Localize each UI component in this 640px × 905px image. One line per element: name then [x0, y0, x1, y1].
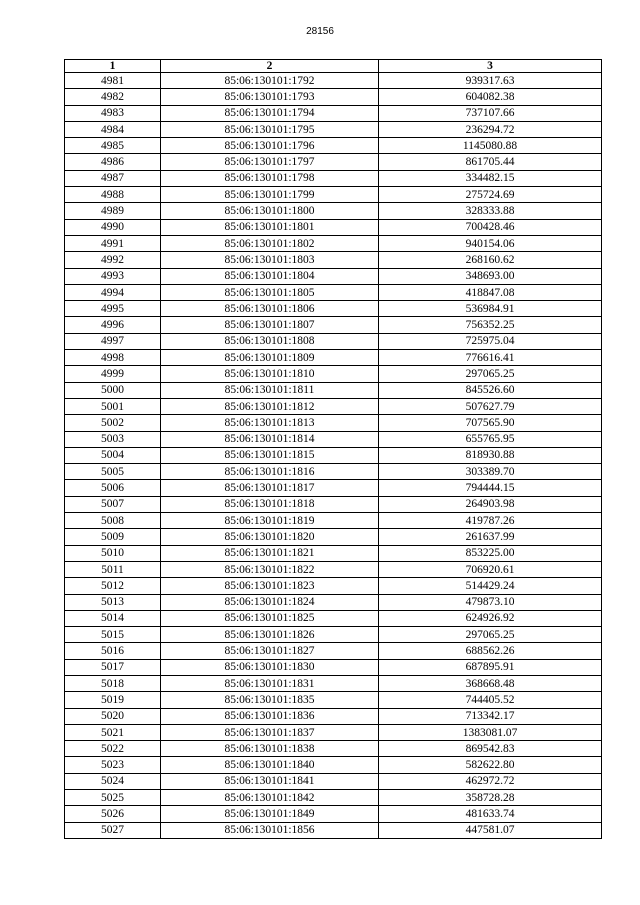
row-number-cell: 5023	[65, 757, 161, 773]
table-row	[65, 252, 602, 268]
row-number-cell: 4982	[65, 89, 161, 105]
table-row	[65, 529, 602, 545]
row-number-cell: 5003	[65, 431, 161, 447]
table-row	[65, 822, 602, 838]
table-row	[65, 675, 602, 691]
table-row	[65, 154, 602, 170]
row-number-cell: 5000	[65, 382, 161, 398]
cadastral-number-cell: 85:06:130101:1823	[161, 578, 379, 594]
cadastral-number-cell: 85:06:130101:1811	[161, 382, 379, 398]
row-number-cell: 5007	[65, 496, 161, 512]
value-cell: 939317.63	[379, 73, 602, 89]
cadastral-number-cell: 85:06:130101:1831	[161, 675, 379, 691]
value-cell: 328333.88	[379, 203, 602, 219]
cadastral-number-cell: 85:06:130101:1810	[161, 366, 379, 382]
table-row	[65, 284, 602, 300]
value-cell: 687895.91	[379, 659, 602, 675]
cadastral-number-cell: 85:06:130101:1798	[161, 170, 379, 186]
value-cell: 707565.90	[379, 415, 602, 431]
value-cell: 264903.98	[379, 496, 602, 512]
cadastral-number-cell: 85:06:130101:1835	[161, 692, 379, 708]
value-cell: 706920.61	[379, 561, 602, 577]
value-cell: 447581.07	[379, 822, 602, 838]
value-cell: 368668.48	[379, 675, 602, 691]
cadastral-number-cell: 85:06:130101:1824	[161, 594, 379, 610]
table-row	[65, 73, 602, 89]
cadastral-number-cell: 85:06:130101:1841	[161, 773, 379, 789]
table-row	[65, 382, 602, 398]
row-number-cell: 4994	[65, 284, 161, 300]
table-row	[65, 708, 602, 724]
table-row	[65, 105, 602, 121]
cadastral-number-cell: 85:06:130101:1812	[161, 398, 379, 414]
value-cell: 462972.72	[379, 773, 602, 789]
row-number-cell: 4998	[65, 350, 161, 366]
row-number-cell: 4983	[65, 105, 161, 121]
table-row	[65, 659, 602, 675]
table-row	[65, 235, 602, 251]
cadastral-number-cell: 85:06:130101:1808	[161, 333, 379, 349]
cadastral-number-cell: 85:06:130101:1802	[161, 235, 379, 251]
table-row	[65, 757, 602, 773]
cadastral-number-cell: 85:06:130101:1801	[161, 219, 379, 235]
cadastral-number-cell: 85:06:130101:1800	[161, 203, 379, 219]
table-row	[65, 790, 602, 806]
table-row	[65, 513, 602, 529]
table-row	[65, 415, 602, 431]
cadastral-number-cell: 85:06:130101:1825	[161, 610, 379, 626]
value-cell: 604082.38	[379, 89, 602, 105]
table-row	[65, 203, 602, 219]
cadastral-number-cell: 85:06:130101:1818	[161, 496, 379, 512]
cadastral-number-cell: 85:06:130101:1822	[161, 561, 379, 577]
row-number-cell: 4981	[65, 73, 161, 89]
cadastral-number-cell: 85:06:130101:1806	[161, 301, 379, 317]
value-cell: 418847.08	[379, 284, 602, 300]
table-row	[65, 301, 602, 317]
row-number-cell: 4993	[65, 268, 161, 284]
cadastral-number-cell: 85:06:130101:1821	[161, 545, 379, 561]
value-cell: 869542.83	[379, 741, 602, 757]
row-number-cell: 4990	[65, 219, 161, 235]
value-cell: 725975.04	[379, 333, 602, 349]
table-row	[65, 724, 602, 740]
cadastral-number-cell: 85:06:130101:1793	[161, 89, 379, 105]
cadastral-number-cell: 85:06:130101:1796	[161, 138, 379, 154]
cadastral-number-cell: 85:06:130101:1837	[161, 724, 379, 740]
cadastral-number-cell: 85:06:130101:1842	[161, 790, 379, 806]
value-cell: 514429.24	[379, 578, 602, 594]
table-row	[65, 366, 602, 382]
value-cell: 358728.28	[379, 790, 602, 806]
row-number-cell: 5010	[65, 545, 161, 561]
row-number-cell: 5001	[65, 398, 161, 414]
cadastral-number-cell: 85:06:130101:1803	[161, 252, 379, 268]
table-row	[65, 496, 602, 512]
table-row	[65, 480, 602, 496]
cadastral-number-cell: 85:06:130101:1827	[161, 643, 379, 659]
value-cell: 853225.00	[379, 545, 602, 561]
cadastral-number-cell: 85:06:130101:1805	[161, 284, 379, 300]
registry-table	[64, 59, 602, 839]
table-body	[65, 73, 602, 839]
table-row	[65, 741, 602, 757]
row-number-cell: 4992	[65, 252, 161, 268]
row-number-cell: 5027	[65, 822, 161, 838]
value-cell: 756352.25	[379, 317, 602, 333]
value-cell: 536984.91	[379, 301, 602, 317]
table-row	[65, 350, 602, 366]
table-row	[65, 610, 602, 626]
value-cell: 713342.17	[379, 708, 602, 724]
value-cell: 1145080.88	[379, 138, 602, 154]
value-cell: 624926.92	[379, 610, 602, 626]
value-cell: 348693.00	[379, 268, 602, 284]
value-cell: 419787.26	[379, 513, 602, 529]
cadastral-number-cell: 85:06:130101:1804	[161, 268, 379, 284]
row-number-cell: 5025	[65, 790, 161, 806]
row-number-cell: 4989	[65, 203, 161, 219]
value-cell: 1383081.07	[379, 724, 602, 740]
value-cell: 845526.60	[379, 382, 602, 398]
cadastral-number-cell: 85:06:130101:1820	[161, 529, 379, 545]
row-number-cell: 5004	[65, 447, 161, 463]
table-row	[65, 317, 602, 333]
row-number-cell: 5012	[65, 578, 161, 594]
cadastral-number-cell: 85:06:130101:1807	[161, 317, 379, 333]
column-header-3: 3	[379, 60, 602, 73]
cadastral-number-cell: 85:06:130101:1826	[161, 627, 379, 643]
table-row	[65, 773, 602, 789]
cadastral-number-cell: 85:06:130101:1830	[161, 659, 379, 675]
cadastral-number-cell: 85:06:130101:1838	[161, 741, 379, 757]
row-number-cell: 5026	[65, 806, 161, 822]
table-header-row	[65, 60, 602, 73]
cadastral-number-cell: 85:06:130101:1836	[161, 708, 379, 724]
cadastral-number-cell: 85:06:130101:1795	[161, 121, 379, 137]
row-number-cell: 4995	[65, 301, 161, 317]
table-row	[65, 594, 602, 610]
table-row	[65, 692, 602, 708]
cadastral-number-cell: 85:06:130101:1856	[161, 822, 379, 838]
cadastral-number-cell: 85:06:130101:1792	[161, 73, 379, 89]
value-cell: 275724.69	[379, 187, 602, 203]
value-cell: 303389.70	[379, 464, 602, 480]
value-cell: 481633.74	[379, 806, 602, 822]
cadastral-number-cell: 85:06:130101:1797	[161, 154, 379, 170]
table-row	[65, 121, 602, 137]
table-row	[65, 447, 602, 463]
value-cell: 334482.15	[379, 170, 602, 186]
value-cell: 940154.06	[379, 235, 602, 251]
value-cell: 261637.99	[379, 529, 602, 545]
value-cell: 479873.10	[379, 594, 602, 610]
row-number-cell: 5011	[65, 561, 161, 577]
cadastral-number-cell: 85:06:130101:1799	[161, 187, 379, 203]
row-number-cell: 4986	[65, 154, 161, 170]
row-number-cell: 4984	[65, 121, 161, 137]
row-number-cell: 4991	[65, 235, 161, 251]
row-number-cell: 5009	[65, 529, 161, 545]
cadastral-number-cell: 85:06:130101:1849	[161, 806, 379, 822]
value-cell: 236294.72	[379, 121, 602, 137]
row-number-cell: 5002	[65, 415, 161, 431]
table-row	[65, 268, 602, 284]
cadastral-number-cell: 85:06:130101:1814	[161, 431, 379, 447]
value-cell: 818930.88	[379, 447, 602, 463]
table-row	[65, 170, 602, 186]
value-cell: 655765.95	[379, 431, 602, 447]
column-header-2: 2	[161, 60, 379, 73]
row-number-cell: 4988	[65, 187, 161, 203]
row-number-cell: 4999	[65, 366, 161, 382]
row-number-cell: 5006	[65, 480, 161, 496]
value-cell: 507627.79	[379, 398, 602, 414]
cadastral-number-cell: 85:06:130101:1815	[161, 447, 379, 463]
value-cell: 297065.25	[379, 627, 602, 643]
value-cell: 297065.25	[379, 366, 602, 382]
row-number-cell: 5018	[65, 675, 161, 691]
table-row	[65, 219, 602, 235]
cadastral-number-cell: 85:06:130101:1840	[161, 757, 379, 773]
table-row	[65, 545, 602, 561]
row-number-cell: 4997	[65, 333, 161, 349]
table-row	[65, 333, 602, 349]
row-number-cell: 5019	[65, 692, 161, 708]
row-number-cell: 5021	[65, 724, 161, 740]
table-row	[65, 138, 602, 154]
row-number-cell: 5016	[65, 643, 161, 659]
row-number-cell: 5014	[65, 610, 161, 626]
value-cell: 688562.26	[379, 643, 602, 659]
cadastral-number-cell: 85:06:130101:1817	[161, 480, 379, 496]
cadastral-number-cell: 85:06:130101:1794	[161, 105, 379, 121]
table-row	[65, 398, 602, 414]
row-number-cell: 4985	[65, 138, 161, 154]
table-row	[65, 561, 602, 577]
column-header-1: 1	[65, 60, 161, 73]
cadastral-number-cell: 85:06:130101:1813	[161, 415, 379, 431]
row-number-cell: 5005	[65, 464, 161, 480]
row-number-cell: 5024	[65, 773, 161, 789]
row-number-cell: 4996	[65, 317, 161, 333]
row-number-cell: 4987	[65, 170, 161, 186]
cadastral-number-cell: 85:06:130101:1809	[161, 350, 379, 366]
table-row	[65, 806, 602, 822]
table-row	[65, 643, 602, 659]
value-cell: 737107.66	[379, 105, 602, 121]
row-number-cell: 5020	[65, 708, 161, 724]
value-cell: 776616.41	[379, 350, 602, 366]
row-number-cell: 5008	[65, 513, 161, 529]
row-number-cell: 5017	[65, 659, 161, 675]
table-row	[65, 464, 602, 480]
cadastral-number-cell: 85:06:130101:1816	[161, 464, 379, 480]
row-number-cell: 5013	[65, 594, 161, 610]
row-number-cell: 5022	[65, 741, 161, 757]
table-row	[65, 578, 602, 594]
value-cell: 268160.62	[379, 252, 602, 268]
table-row	[65, 187, 602, 203]
table-row	[65, 627, 602, 643]
page-number: 28156	[306, 26, 334, 37]
value-cell: 794444.15	[379, 480, 602, 496]
row-number-cell: 5015	[65, 627, 161, 643]
table-row	[65, 89, 602, 105]
cadastral-number-cell: 85:06:130101:1819	[161, 513, 379, 529]
value-cell: 700428.46	[379, 219, 602, 235]
value-cell: 744405.52	[379, 692, 602, 708]
value-cell: 582622.80	[379, 757, 602, 773]
table-row	[65, 431, 602, 447]
value-cell: 861705.44	[379, 154, 602, 170]
